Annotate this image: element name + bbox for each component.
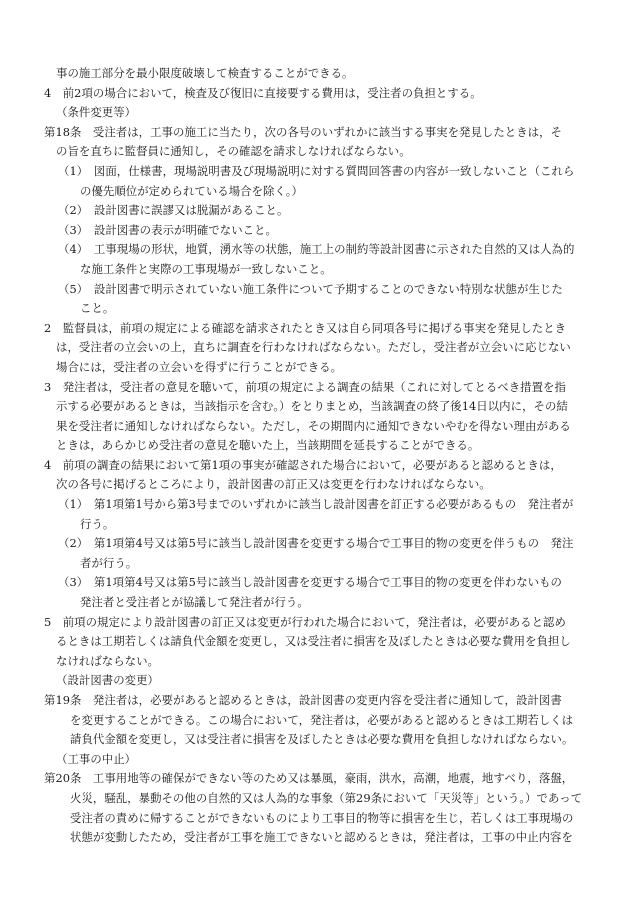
text-line: 5 前項の規定により設計図書の訂正又は変更が行われた場合において，発注者は，必要があると認め [44,614,566,629]
text-line: 者が行う。 [80,555,138,570]
text-line: 場合には，受注者の立会いを得ずに行うことができる。 [56,359,343,374]
text-line: 事の施工部分を最小限度破壊して検査することができる。 [56,66,354,80]
text-line: なければならない。 [56,653,159,668]
text-line: 行う。 [80,516,115,531]
contract-text [44,64,584,848]
text-line: 請負代金額を変更し，又は受注者に損害を及ぼしたときは必要な費用を負担しなければならない。 [70,732,574,747]
section-heading: （設計図書の変更） [56,673,159,688]
list-item: （1） 第1項第1号から第3号までのいずれかに該当し設計図書を訂正する必要があるもの 発注者が [58,497,574,512]
text-line: 発注者と受注者とが協議して発注者が行う。 [80,595,309,610]
text-line: 4 前項の調査の結果において第1項の事実が確認された場合において，必要があると認めるときは， [44,457,562,472]
text-line: 火災，騒乱，暴動その他の自然的又は人為的な事象（第29条において「天災等」という。）であって [70,790,583,805]
section-heading: （工事の中止） [56,751,137,766]
section-heading: （条件変更等） [56,105,137,120]
text-line: の旨を直ちに監督員に通知し，その確認を請求しなければならない。 [56,144,411,159]
text-line: ときは，あらかじめ受注者の意見を聴いた上，当該期間を延長することができる。 [56,438,480,453]
list-item: （3） 設計図書の表示が明確でないこと。 [58,222,277,237]
article-18: 第18条 受注者は，工事の施工に当たり，次の各号のいずれかに該当する事実を発見したときは，そ [44,124,562,139]
text-line: 3 発注者は，受注者の意見を聴いて，前項の規定による調査の結果（これに対してとるべき措置を指 [44,379,566,394]
list-item: （2） 第1項第4号又は第5号に該当し設計図書を変更する場合で工事目的物の変更を伴うもの 発注 [58,536,574,551]
list-item: （1） 図面，仕様書，現場説明書及び現場説明に対する質問回答書の内容が一致しないこと（これら [58,163,575,178]
text-line: 4 前2項の場合において，検査及び復旧に直接要する費用は，受注者の負担とする。 [44,85,482,100]
text-line: 受注者の責めに帰することができないものにより工事目的物等に損害を生じ，若しくは工事現場の [70,810,574,825]
article-19: 第19条 発注者は，必要があると認めるときは，設計図書の変更内容を受注者に通知して，設計図書 [44,693,562,707]
text-line: こと。 [80,301,115,316]
text-line: は，受注者の立会いの上，直ちに調査を行わなければならない。ただし，受注者が立会いに応じない [56,340,571,355]
text-line: 示する必要があるときは，当該指示を含む。）をとりまとめ，当該調査の終了後14日以内に，その結 [56,399,568,414]
text-line: の優先順位が定められている場合を除く。） [80,183,303,198]
text-line: な施工条件と実際の工事現場が一致しないこと。 [80,261,332,276]
text-line: るときは工期若しくは請負代金額を変更し，又は受注者に損害を及ぼしたときは必要な費用を負担し [56,634,571,649]
text-line: を変更することができる。この場合において，発注者は，必要があると認めるときは工期若しくは [70,712,574,727]
list-item: （2） 設計図書に誤謬又は脱漏があること。 [58,203,289,218]
text-line: 果を受注者に通知しなければならない。ただし，その期間内に通知できないやむを得ない理由がある [56,418,571,433]
text-line: 状態が変動したため，受注者が工事を施工できないと認めるときは，発注者は，工事の中止内容を [70,830,573,845]
article-20: 第20条 工事用地等の確保ができない等のため又は暴風，豪雨，洪水，高潮，地震，地すべり，落盤， [44,771,574,786]
list-item: （5） 設計図書で明示されていない施工条件について予期することのできない特別な状態が生じた [58,281,563,296]
text-line: 2 監督員は，前項の規定による確認を請求されたとき又は自ら同項各号に掲げる事実を発見したとき [44,320,567,335]
text-line: 次の各号に掲げるところにより，設計図書の訂正又は変更を行わなければならない。 [56,477,491,492]
list-item: （3） 第1項第4号又は第5号に該当し設計図書を変更する場合で工事目的物の変更を伴わないもの [58,575,562,590]
list-item: （4） 工事現場の形状，地質，湧水等の状態，施工上の制約等設計図書に示された自然的又は人為的 [58,242,575,257]
